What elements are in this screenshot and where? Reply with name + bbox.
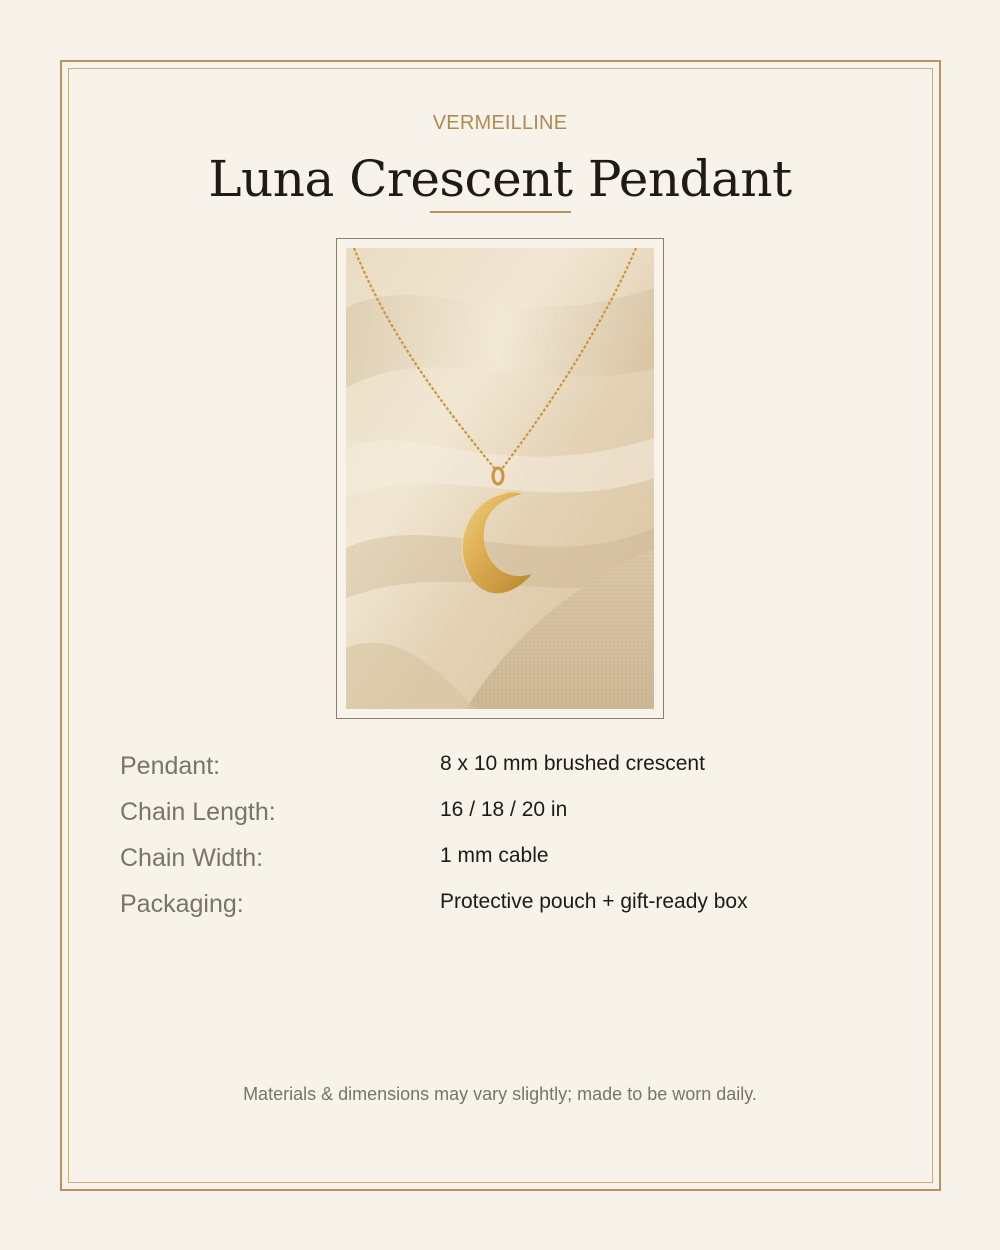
brand-name: VERMEILLINE [432,112,568,134]
spec-label: Chain Width: [120,844,264,872]
spec-list [120,748,880,932]
spec-value: 16 / 18 / 20 in [440,798,568,821]
spec-value: Protective pouch + gift-ready box [440,890,748,913]
spec-label: Packaging: [120,890,244,918]
spec-value: 8 x 10 mm brushed crescent [440,752,705,775]
spec-row-pendant [120,748,880,794]
footnote: Materials & dimensions may vary slightly; made to be worn daily. [243,1084,757,1104]
spec-value: 1 mm cable [440,844,549,867]
product-title: Luna Crescent Pendant [208,150,792,208]
spec-label: Chain Length: [120,798,276,826]
spec-row-chain-width [120,840,880,886]
spec-row-chain-length [120,794,880,840]
spec-row-packaging [120,886,880,932]
product-photo-frame [336,238,664,719]
spec-label: Pendant: [120,752,221,780]
product-photo [346,248,654,709]
title-underline [430,211,571,213]
